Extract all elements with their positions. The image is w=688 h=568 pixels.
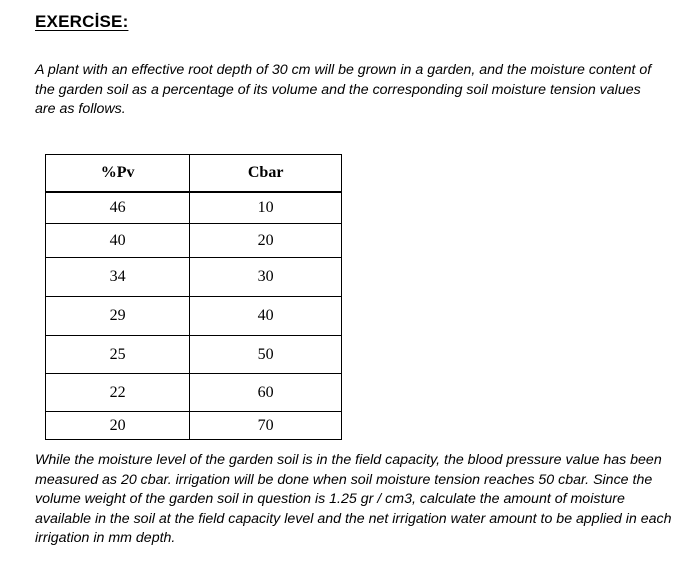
- moisture-cell: 25: [46, 336, 190, 374]
- column-header-moisture: %Pv: [46, 155, 190, 193]
- tension-cell: 70: [190, 412, 342, 440]
- moisture-cell: 22: [46, 374, 190, 412]
- exercise-heading: EXERCİSE:: [35, 12, 129, 31]
- tension-cell: 40: [190, 297, 342, 336]
- intro-paragraph: A plant with an effective root depth of 30 cm will be grown in a garden, and the moisture content of the garden soil as a percentage of its volume and the corresponding soil moisture tension values are as follows.: [35, 62, 652, 117]
- table-row: [46, 258, 342, 297]
- moisture-cell: 46: [46, 192, 190, 224]
- column-header-tension: Cbar: [190, 155, 342, 193]
- moisture-cell: 40: [46, 224, 190, 258]
- table-row: [46, 192, 342, 224]
- tension-cell: 60: [190, 374, 342, 412]
- question-paragraph: While the moisture level of the garden soil is in the field capacity, the blood pressure value has been measured as 20 cbar. irrigation will be done when soil moisture tension reaches 50 cbar. Since the volume weight of the garden soil in question is 1.25 gr / cm3, calculate the amount of moisture available in the soil at the field capacity level and the net irrigation water amount to be applied in each irrigation in mm depth.: [35, 452, 672, 547]
- table-row: [46, 374, 342, 412]
- moisture-cell: 34: [46, 258, 190, 297]
- table-row: [46, 224, 342, 258]
- table-row: [46, 336, 342, 374]
- moisture-cell: 29: [46, 297, 190, 336]
- tension-cell: 50: [190, 336, 342, 374]
- moisture-cell: 20: [46, 412, 190, 440]
- table-header-row: [46, 155, 342, 193]
- tension-cell: 20: [190, 224, 342, 258]
- tension-cell: 10: [190, 192, 342, 224]
- table-row: [46, 412, 342, 440]
- table-row: [46, 297, 342, 336]
- soil-moisture-table: [45, 154, 342, 440]
- tension-cell: 30: [190, 258, 342, 297]
